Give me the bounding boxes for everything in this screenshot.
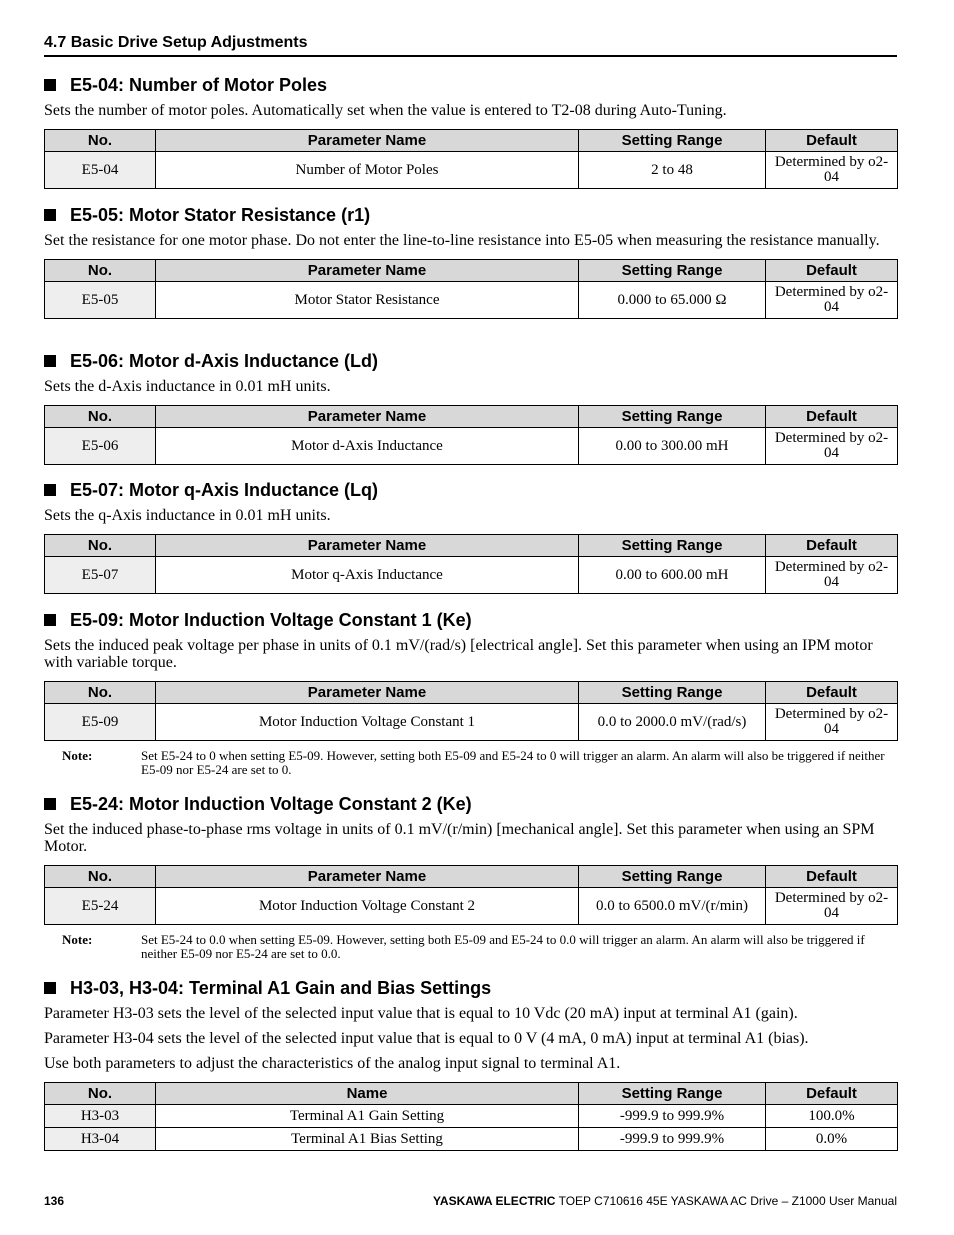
cell-default: 0.0% [766, 1128, 898, 1151]
note-text: Set E5-24 to 0.0 when setting E5-09. However, setting both E5-09 and E5-24 to 0.0 will trigger an alarm. An alarm will also be triggered if neither E5-09 nor E5-24 are set to 0.0. [141, 932, 865, 961]
cell-range: 0.00 to 600.00 mH [579, 557, 766, 594]
section-description: Set the induced phase-to-phase rms voltage in units of 0.1 mV/(r/min) [mechanical angle]. Set this parameter when using an SPM Motor. [44, 821, 875, 855]
cell-no: E5-07 [45, 557, 156, 594]
section-e5-09 [44, 609, 897, 777]
cell-name: Motor Stator Resistance [156, 282, 579, 319]
cell-default: 100.0% [766, 1105, 898, 1128]
section-heading: E5-04: Number of Motor Poles [44, 74, 897, 96]
section-heading: E5-07: Motor q-Axis Inductance (Lq) [44, 479, 897, 501]
note-text: Set E5-24 to 0 when setting E5-09. However, setting both E5-09 and E5-24 to 0 will trigger an alarm. An alarm will also be triggered if neither E5-09 nor E5-24 are set to 0. [141, 748, 885, 777]
cell-no: E5-24 [45, 888, 156, 925]
table-row [45, 1105, 898, 1128]
table-row [45, 888, 898, 925]
cell-default: Determined by o2-04 [766, 428, 898, 465]
section-heading: E5-09: Motor Induction Voltage Constant 1 (Ke) [44, 609, 897, 631]
square-bullet-icon [44, 982, 56, 994]
col-header-range: Setting Range [579, 260, 766, 282]
section-description: Sets the induced peak voltage per phase in units of 0.1 mV/(rad/s) [electrical angle]. Set this parameter when using an IPM motor with variable torque. [44, 637, 873, 671]
table-row [45, 704, 898, 741]
cell-no: E5-04 [45, 152, 156, 189]
cell-no: E5-05 [45, 282, 156, 319]
table-header-row [45, 866, 898, 888]
note-label: Note: [62, 932, 93, 947]
page-number: 136 [44, 1194, 65, 1208]
table-header-row [45, 130, 898, 152]
footer-manual-title [433, 1194, 897, 1208]
note [44, 933, 897, 961]
note-label: Note: [62, 748, 93, 763]
square-bullet-icon [44, 79, 56, 91]
cell-range: 0.00 to 300.00 mH [579, 428, 766, 465]
col-header-range: Setting Range [579, 130, 766, 152]
col-header-default: Default [766, 130, 898, 152]
col-header-default: Default [766, 866, 898, 888]
cell-default: Determined by o2-04 [766, 152, 898, 189]
table-header-row [45, 1083, 898, 1105]
section-e5-24 [44, 793, 897, 961]
cell-name: Motor d-Axis Inductance [156, 428, 579, 465]
col-header-no: No. [45, 130, 156, 152]
square-bullet-icon [44, 614, 56, 626]
section-heading: E5-24: Motor Induction Voltage Constant 2 (Ke) [44, 793, 897, 815]
col-header-name: Parameter Name [156, 866, 579, 888]
section-e5-06 [44, 350, 897, 465]
col-header-default: Default [766, 535, 898, 557]
cell-name: Terminal A1 Gain Setting [156, 1105, 579, 1128]
cell-name: Terminal A1 Bias Setting [156, 1128, 579, 1151]
note [44, 749, 897, 777]
col-header-no: No. [45, 260, 156, 282]
cell-range: -999.9 to 999.9% [579, 1105, 766, 1128]
table-row [45, 428, 898, 465]
col-header-name: Parameter Name [156, 535, 579, 557]
table-row [45, 152, 898, 189]
section-description: Use both parameters to adjust the characteristics of the analog input signal to terminal A1. [44, 1055, 621, 1072]
section-description: Parameter H3-03 sets the level of the selected input value that is equal to 10 Vdc (20 mA) input at terminal A1 (gain). [44, 1005, 798, 1022]
cell-name: Motor Induction Voltage Constant 2 [156, 888, 579, 925]
col-header-name: Parameter Name [156, 130, 579, 152]
cell-no: H3-03 [45, 1105, 156, 1128]
parameter-table [44, 865, 898, 925]
col-header-no: No. [45, 535, 156, 557]
table-row [45, 557, 898, 594]
section-e5-07 [44, 479, 897, 594]
page-footer [44, 1194, 897, 1208]
col-header-range: Setting Range [579, 682, 766, 704]
section-description: Parameter H3-04 sets the level of the selected input value that is equal to 0 V (4 mA, 0 mA) input at terminal A1 (bias). [44, 1030, 809, 1047]
cell-default: Determined by o2-04 [766, 557, 898, 594]
cell-range: 2 to 48 [579, 152, 766, 189]
col-header-name: Name [156, 1083, 579, 1105]
col-header-range: Setting Range [579, 866, 766, 888]
col-header-name: Parameter Name [156, 682, 579, 704]
cell-default: Determined by o2-04 [766, 704, 898, 741]
section-heading: E5-06: Motor d-Axis Inductance (Ld) [44, 350, 897, 372]
section-description: Sets the d-Axis inductance in 0.01 mH units. [44, 378, 331, 395]
section-description: Sets the number of motor poles. Automatically set when the value is entered to T2-08 during Auto-Tuning. [44, 102, 727, 119]
col-header-no: No. [45, 406, 156, 428]
cell-default: Determined by o2-04 [766, 282, 898, 319]
table-header-row [45, 535, 898, 557]
page-header: 4.7 Basic Drive Setup Adjustments [44, 34, 897, 57]
col-header-default: Default [766, 406, 898, 428]
section-h3-03-h3-04 [44, 977, 897, 1151]
cell-default: Determined by o2-04 [766, 888, 898, 925]
cell-name: Number of Motor Poles [156, 152, 579, 189]
cell-no: H3-04 [45, 1128, 156, 1151]
table-header-row [45, 406, 898, 428]
section-description: Sets the q-Axis inductance in 0.01 mH units. [44, 507, 331, 524]
parameter-table [44, 129, 898, 189]
col-header-range: Setting Range [579, 535, 766, 557]
cell-range: 0.0 to 6500.0 mV/(r/min) [579, 888, 766, 925]
col-header-no: No. [45, 1083, 156, 1105]
section-heading: H3-03, H3-04: Terminal A1 Gain and Bias Settings [44, 977, 897, 999]
col-header-name: Parameter Name [156, 406, 579, 428]
table-header-row [45, 682, 898, 704]
cell-range: -999.9 to 999.9% [579, 1128, 766, 1151]
parameter-table [44, 259, 898, 319]
footer-manual: TOEP C710616 45E YASKAWA AC Drive – Z1000 User Manual [555, 1194, 897, 1208]
col-header-no: No. [45, 866, 156, 888]
parameter-table [44, 405, 898, 465]
table-header-row [45, 260, 898, 282]
cell-range: 0.0 to 2000.0 mV/(rad/s) [579, 704, 766, 741]
cell-name: Motor q-Axis Inductance [156, 557, 579, 594]
parameter-table [44, 1082, 898, 1151]
square-bullet-icon [44, 355, 56, 367]
square-bullet-icon [44, 484, 56, 496]
table-row [45, 282, 898, 319]
col-header-default: Default [766, 260, 898, 282]
cell-name: Motor Induction Voltage Constant 1 [156, 704, 579, 741]
parameter-table [44, 534, 898, 594]
section-description: Set the resistance for one motor phase. Do not enter the line-to-line resistance into E5-05 when measuring the resistance manually. [44, 232, 880, 249]
section-e5-05 [44, 204, 897, 319]
col-header-range: Setting Range [579, 1083, 766, 1105]
col-header-default: Default [766, 1083, 898, 1105]
col-header-no: No. [45, 682, 156, 704]
col-header-default: Default [766, 682, 898, 704]
table-row [45, 1128, 898, 1151]
section-heading: E5-05: Motor Stator Resistance (r1) [44, 204, 897, 226]
col-header-range: Setting Range [579, 406, 766, 428]
section-e5-04 [44, 74, 897, 189]
cell-no: E5-09 [45, 704, 156, 741]
cell-no: E5-06 [45, 428, 156, 465]
parameter-table [44, 681, 898, 741]
square-bullet-icon [44, 209, 56, 221]
col-header-name: Parameter Name [156, 260, 579, 282]
cell-range: 0.000 to 65.000 Ω [579, 282, 766, 319]
square-bullet-icon [44, 798, 56, 810]
footer-brand: YASKAWA ELECTRIC [433, 1194, 556, 1208]
